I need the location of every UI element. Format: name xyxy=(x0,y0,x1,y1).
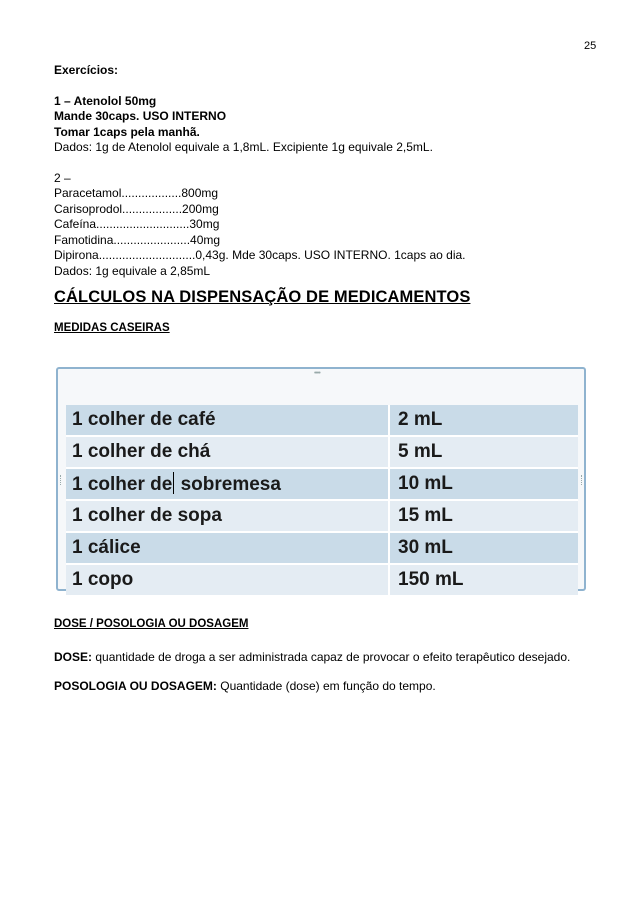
medida-cell: 1 colher de café xyxy=(66,405,389,436)
medida-cell: 1 colher de chá xyxy=(66,436,389,468)
table-row xyxy=(66,500,578,532)
exercises-title: Exercícios: xyxy=(54,63,119,77)
table-row xyxy=(66,436,578,468)
resize-handle-top[interactable]: •••• xyxy=(314,370,320,377)
exercise-1-data: Dados: 1g de Atenolol equivale a 1,8mL. Excipiente 1g equivale 2,5mL. xyxy=(54,140,433,154)
exercise-2-dipirona: Dipirona.............................0,43g. Mde 30caps. USO INTERNO. 1caps ao dia. xyxy=(54,248,466,262)
document-body xyxy=(54,63,594,336)
medida-cell: 1 cálice xyxy=(66,532,389,564)
volume-cell: 10 mL xyxy=(389,468,578,500)
dose-heading: DOSE / POSOLOGIA OU DOSAGEM xyxy=(54,618,249,630)
volume-cell: 15 mL xyxy=(389,500,578,532)
exercise-1-drug: 1 – Atenolol 50mg xyxy=(54,93,157,108)
volume-cell: 30 mL xyxy=(389,532,578,564)
exercise-1-quantity: Mande 30caps. USO INTERNO xyxy=(54,109,227,123)
exercise-2-famotidina: Famotidina.......................40mg xyxy=(54,232,221,247)
table-row xyxy=(66,532,578,564)
medidas-table xyxy=(66,405,578,597)
medidas-caseiras-table-image xyxy=(56,367,586,591)
posologia-text: Quantidade (dose) em função do tempo. xyxy=(216,679,436,693)
medidas-heading: MEDIDAS CASEIRAS xyxy=(54,322,170,334)
text-cursor xyxy=(173,472,174,494)
volume-cell: 5 mL xyxy=(389,436,578,468)
medida-cell-part: 1 colher de xyxy=(72,474,173,495)
medida-cell-part: sobremesa xyxy=(180,474,281,495)
exercise-1-instruction: Tomar 1caps pela manhã. xyxy=(54,124,200,139)
resize-handle-left[interactable] xyxy=(60,475,64,485)
exercise-2-cafeina: Cafeína............................30mg xyxy=(54,217,220,231)
exercise-2-paracetamol: Paracetamol..................800mg xyxy=(54,186,219,200)
posologia-term: POSOLOGIA OU DOSAGEM: xyxy=(54,679,217,693)
volume-cell: 150 mL xyxy=(389,564,578,596)
dose-term: DOSE: xyxy=(54,650,93,664)
resize-handle-right[interactable] xyxy=(578,475,582,485)
exercise-2-number: 2 – xyxy=(54,170,71,185)
medida-cell: 1 copo xyxy=(66,564,389,596)
page-number: 25 xyxy=(584,40,597,52)
dose-section xyxy=(54,617,594,694)
dose-definition xyxy=(54,649,594,665)
section-heading: CÁLCULOS NA DISPENSAÇÃO DE MEDICAMENTOS xyxy=(54,288,471,306)
volume-cell: 2 mL xyxy=(389,405,578,436)
exercise-2-carisoprodol: Carisoprodol..................200mg xyxy=(54,201,219,216)
medida-cell: 1 colher de sopa xyxy=(66,500,389,532)
medida-cell xyxy=(66,468,389,500)
posologia-definition xyxy=(54,678,594,694)
dose-text: quantidade de droga a ser administrada capaz de provocar o efeito terapêutico desejado. xyxy=(92,650,571,664)
exercise-2-data: Dados: 1g equivale a 2,85mL xyxy=(54,263,211,278)
table-row xyxy=(66,468,578,500)
table-row xyxy=(66,564,578,596)
table-row xyxy=(66,405,578,436)
